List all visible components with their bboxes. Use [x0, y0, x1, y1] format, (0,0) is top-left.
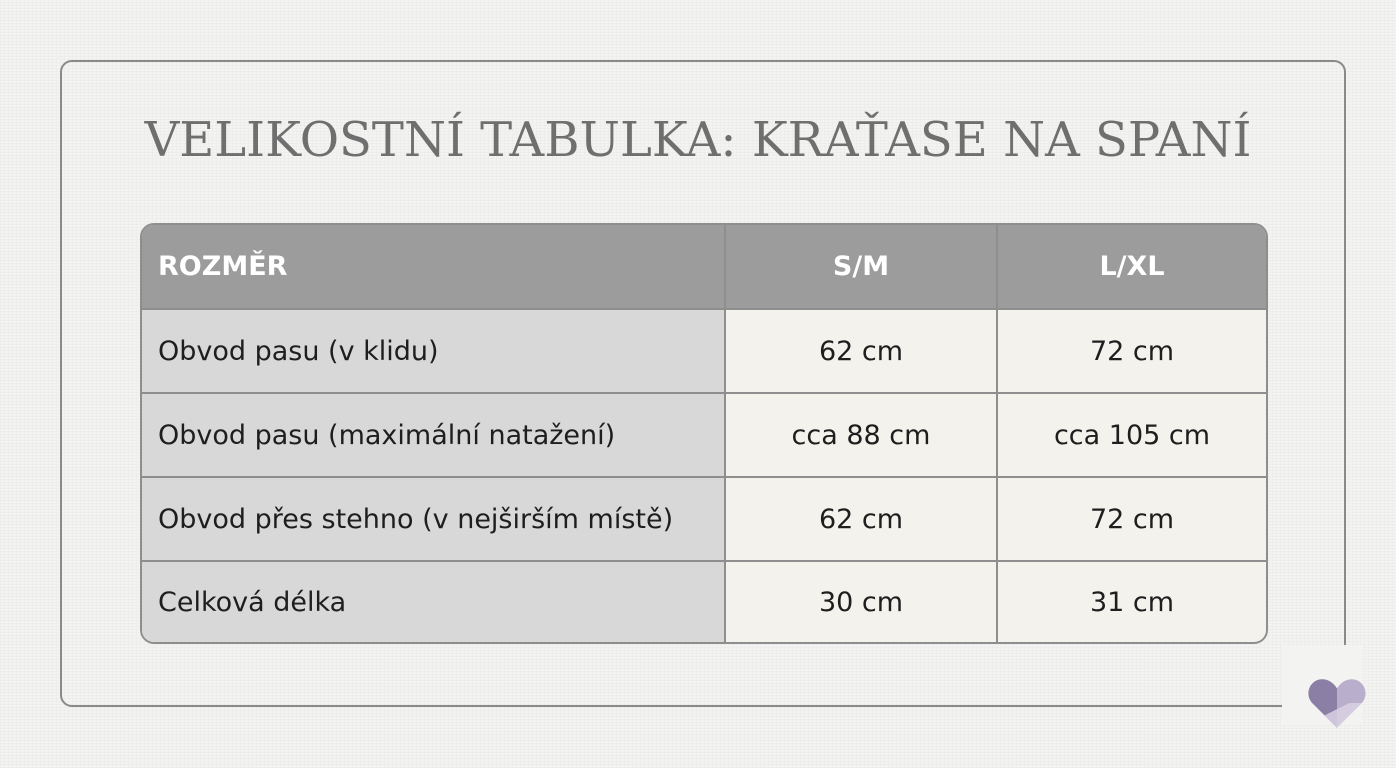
row-label: Obvod pasu (v klidu)	[142, 310, 726, 392]
page-title: VELIKOSTNÍ TABULKA: KRAŤASE NA SPANÍ	[144, 112, 1252, 168]
value-lxl: cca 105 cm	[1053, 419, 1211, 451]
row-label: Obvod přes stehno (v nejširším místě)	[142, 478, 726, 560]
header-lxl: L/XL	[998, 225, 1266, 308]
row-label: Obvod pasu (maximální natažení)	[142, 394, 726, 476]
table-row	[142, 476, 1266, 560]
header-size: ROZMĚR	[142, 225, 726, 308]
table-header-row	[142, 225, 1266, 308]
header-sm: S/M	[726, 225, 998, 308]
value-sm: cca 88 cm	[726, 394, 998, 476]
value-sm: 62 cm	[726, 478, 998, 560]
table-row	[142, 392, 1266, 476]
size-table	[140, 223, 1268, 644]
table-row	[142, 560, 1266, 642]
value-lxl: 31 cm	[1089, 586, 1175, 618]
value-lxl: 72 cm	[1089, 335, 1175, 367]
heart-icon	[1306, 672, 1368, 734]
value-sm: 30 cm	[726, 562, 998, 642]
table-row	[142, 308, 1266, 392]
value-lxl: 72 cm	[1089, 503, 1175, 535]
value-sm: 62 cm	[726, 310, 998, 392]
row-label: Celková délka	[142, 562, 726, 642]
